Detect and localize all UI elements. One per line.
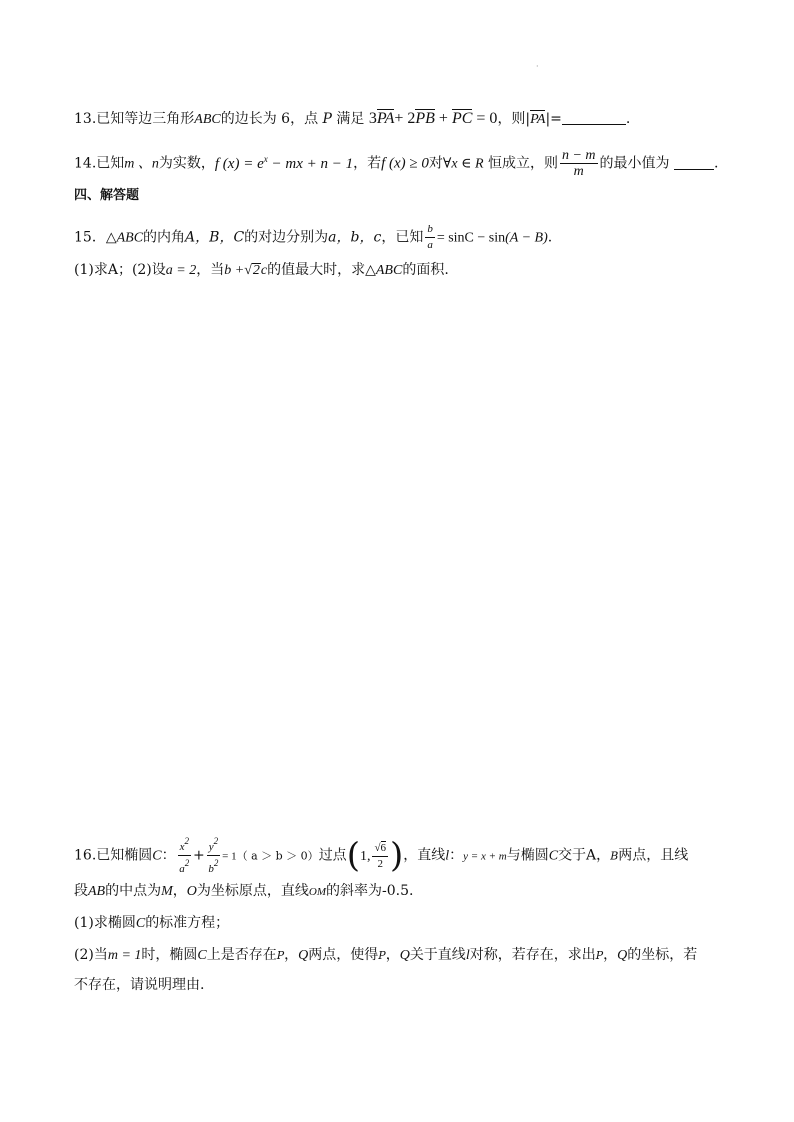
q16-line-l: ，直线 [403, 847, 446, 864]
q16-part2k: 的坐标，若 [627, 947, 698, 963]
q13-eq0: = 0 [476, 110, 498, 127]
q16-frac-x-den: $a^2$ [179, 858, 190, 875]
q16-y: y [208, 841, 214, 853]
q15-expression [224, 263, 267, 278]
q16-frac-y [207, 834, 220, 877]
q14-forall: ∀x ∈ R [442, 156, 484, 172]
q15-rest: 的值最大时，求△ [267, 262, 376, 278]
section-heading: 四、解答题 [74, 188, 140, 203]
q14-condition: f (x) ≥ 0 [381, 155, 429, 172]
q15-abc2: ABC [375, 263, 403, 278]
q15-expr-2: 2 [252, 263, 260, 278]
answer-blank-13[interactable] [562, 110, 626, 125]
q16-line2b: 的中点为 [105, 883, 162, 899]
q15-lead: 15．△ [74, 229, 117, 246]
q15-abc: ABC [116, 230, 144, 246]
q14-rest: − mx + n − 1 [267, 155, 354, 172]
q16-line2a: 段 [74, 883, 88, 899]
q15-when: ，当 [196, 262, 225, 278]
q16-condition: （ a ＞ b ＞ 0） [236, 849, 319, 863]
question-13 [74, 109, 630, 130]
q16-frac-y-den: $b^2$ [208, 858, 219, 875]
q15-sides: a，b，c [328, 229, 382, 246]
q16-colon2: ： [449, 847, 464, 864]
q16-inter: 与椭圆 [506, 847, 549, 864]
q15-frac-numerator: b [425, 222, 435, 238]
q16-p: P [276, 949, 285, 962]
q16-frac-x-num: $x^2$ [178, 834, 191, 856]
q16-point-frac-num: √6 [372, 841, 388, 857]
q16-o: O [186, 884, 197, 899]
q16-two-pts: 两点，且线 [618, 847, 689, 864]
q13-mid2: 满足 [336, 111, 365, 127]
q15-fraction [425, 222, 435, 253]
q16-part2h: 关于直线 [409, 947, 466, 963]
q14-mid3: 对 [428, 155, 443, 172]
vector-pa-magnitude: PA [530, 112, 546, 127]
q16-part2j: ， [603, 947, 618, 963]
q15-angles: A，B，C [185, 229, 245, 246]
q16-eq1: = 1 [222, 850, 237, 863]
q16-part2c: C [197, 948, 207, 963]
question-15-parts [74, 260, 449, 281]
q16-inter2: 交于A， [558, 847, 611, 864]
q13-coef3: 3 [368, 110, 377, 127]
q14-function [214, 153, 354, 172]
right-paren-icon: ) [390, 835, 404, 876]
q16-frac-x [178, 834, 191, 877]
q15-expr-c: c [260, 263, 268, 278]
q13-mid1: 的边长为 6，点 [220, 111, 319, 127]
q16-b: b [208, 863, 214, 875]
q16-c2: C [548, 848, 559, 864]
q16-line2e: 的斜率为-0.5. [326, 883, 414, 899]
question-16-line2 [74, 881, 413, 902]
q16-part2f: 两点，使得 [308, 947, 379, 963]
q16-part1b: 的标准方程； [145, 915, 230, 931]
q16-q3: Q [617, 948, 628, 963]
q13-plus2: + 2 [394, 110, 416, 127]
q14-mn: m 、n [124, 156, 159, 172]
q16-part2g: ， [385, 947, 400, 963]
q13-p: P [322, 111, 332, 127]
q16-ab: AB [88, 884, 106, 899]
q15-area: 的面积. [402, 262, 449, 278]
q14-lead: 14.已知 [74, 155, 125, 172]
q14-fx: f (x) = e [214, 155, 264, 172]
q16-part2b: 时，椭圆 [141, 947, 198, 963]
q15-text2: 的对边分别为 [244, 229, 329, 246]
answer-blank-14[interactable] [674, 155, 714, 170]
q13-plus: + [438, 110, 448, 127]
q16-q2: Q [399, 948, 410, 963]
q16-part2a: (2)当 [74, 947, 108, 963]
q14-end: . [713, 155, 719, 172]
q16-p3: P [595, 949, 604, 962]
q13-end: . [625, 111, 631, 127]
vector-pc: PC [451, 110, 473, 127]
q16-line2c: ， [172, 883, 187, 899]
q14-mid1: 为实数， [158, 155, 215, 172]
q13-abc: ABC [194, 112, 221, 127]
question-14 [74, 148, 718, 179]
question-16: 16.已知椭圆C： $\frac{x^2}{a^2}$ + $\frac{y^2}{b^2}$ = 1（ a ＞ b ＞ 0）过点(1, $\frac{√6}{2}$ )，直线l：y = x + m与椭圆C交于A，B两点，且线 [74, 835, 689, 876]
left-paren-icon: ( [346, 835, 360, 876]
q14-mid5: 的最小值为 [599, 155, 670, 172]
q13-vector-equation [369, 110, 498, 127]
q14-fraction [560, 148, 598, 179]
q16-line-eq: y = x + m [463, 850, 507, 863]
q13-bar-eq: |= [545, 111, 562, 127]
q13-lead: 13.已知等边三角形 [74, 111, 195, 127]
q16-pass: 过点 [318, 847, 347, 864]
q16-l2: l [465, 948, 470, 963]
q16-line2d: 为坐标原点，直线 [196, 883, 309, 899]
q16-m: M [161, 884, 173, 899]
q14-mid2: ，若 [353, 155, 382, 172]
q16-frac-y-num: $y^2$ [207, 834, 220, 856]
question-15 [74, 222, 552, 253]
q16-l: l [445, 848, 450, 864]
q15-expr-b: b + [224, 263, 245, 278]
q15-text3: ，已知 [381, 229, 424, 246]
q14-frac-denominator: m [573, 164, 584, 179]
q15-paren: (A − B) [505, 230, 548, 246]
corner-mark: · [536, 62, 539, 71]
q16-lead: 16.已知椭圆 [74, 847, 153, 864]
q16-part2i: 对称，若存在，求出 [469, 947, 596, 963]
q15-rhs: = sinC − sin [436, 230, 506, 246]
q16-point-frac [372, 841, 388, 872]
q16-colon: ： [161, 847, 176, 864]
q16-pt1: 1, [359, 848, 371, 864]
question-16-part2 [74, 945, 697, 966]
q16-p2: P [378, 949, 386, 962]
q16-m1: m = 1 [107, 948, 142, 963]
q15-frac-denominator: a [427, 239, 433, 251]
q16-part2d: 上是否存在 [206, 947, 277, 963]
question-16-part1 [74, 913, 229, 934]
q16-c: C [152, 848, 162, 864]
q15-part: (1)求A；(2)设 [74, 262, 166, 278]
q16-part2e: ， [284, 947, 299, 963]
q15-text1: 的内角 [143, 229, 186, 246]
q16-den2: 2 [377, 857, 383, 870]
q16-point [359, 841, 390, 870]
q16-x: x [179, 841, 185, 853]
q15-a-eq: a = 2 [165, 263, 197, 278]
q16-q: Q [298, 948, 309, 963]
q16-b-point: B [610, 849, 619, 863]
q16-sqrt6: 6 [380, 841, 386, 854]
q14-frac-numerator: n − m [561, 148, 596, 163]
q16-om: OM [308, 886, 327, 898]
q16-part1: (1)求椭圆 [74, 915, 136, 931]
q14-mid4: 恒成立，则 [487, 155, 558, 172]
q16-part1c: C [135, 916, 146, 931]
question-16-part2-cont: 不存在，请说明理由. [74, 977, 205, 993]
q15-end: . [547, 229, 553, 246]
q16-a: a [179, 863, 185, 875]
vector-pa: PA [376, 110, 395, 127]
vector-pb: PB [415, 110, 435, 127]
q13-then: ，则| [497, 111, 531, 127]
q14-exponent: x [263, 153, 268, 164]
sqrt-icon: √2 [244, 263, 260, 278]
